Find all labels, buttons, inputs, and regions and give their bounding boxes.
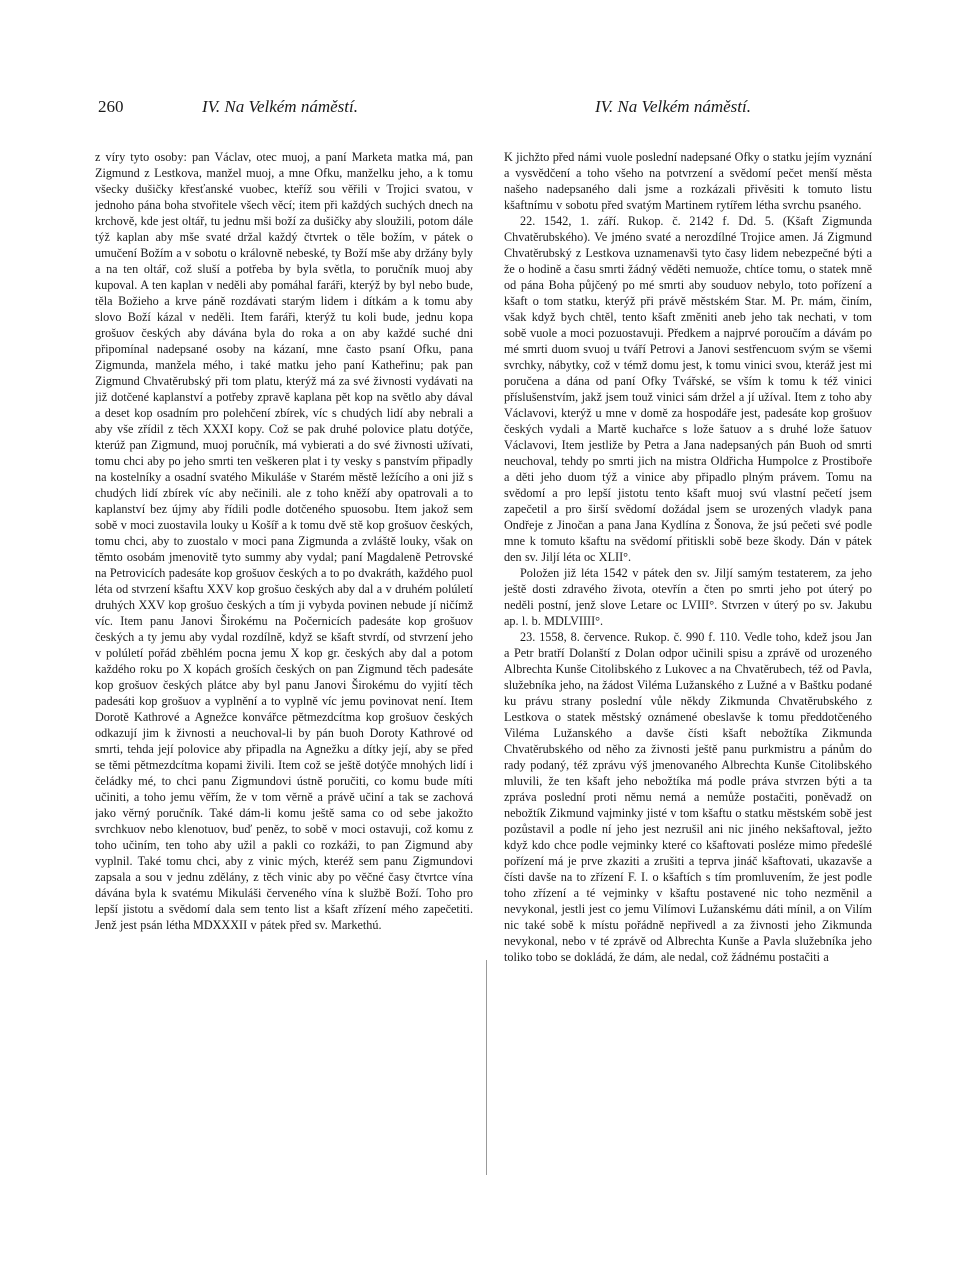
paragraph: K jichžto před námi vuole poslední nadepsané Ofky o statku jejím vyznání a vysvědčení a toho všeho na potvrzení a svědomí pečet menší města našeho nadepsaného dali jsme a rozkázali přivěsiti k tomuto listu kšaftnímu v sobotu před svatým Martinem rytířem létha svrchu psaného. [504, 150, 872, 212]
paragraph: z víry tyto osoby: pan Václav, otec muoj, a paní Marketa matka má, pan Zigmund z Lestkova, manžel muoj, a mne Ofku, manželku jeho, a k tomu všecky dušičky křesťanské vuobec, kteříž sou věřili v Trojici svatou, v jednoho pána boha stvořitele všech věcí; item při každých suchých dnech na krchově, kde jest oltář, tu jednu mši boží za dušičky aby sloužili, potom dále týž kaplan aby mše svaté držal každý čtvrtek o těle božím, v pátek o umučení Božím a v sobotu o královně nebeské, ty Boží mše aby držány byly a na ten oltář, což sluší a potřeba by byla světla, to poručník muoj aby kupoval. A ten kaplan v neděli aby pomáhal faráři, kterýž by byl nebo bude, těla Božieho a krve páně rozdávati starým lidem i dítkám a k tomu aby slovo Boží kázal v neděli. Item faráři, kterýž tu koli bude, jednu kopa grošuov českých aby dávána byla do roka a on aby každé suché dni připomínal nadepsané osoby na kázaní, mne často psaní Ofku, pana Zigmunda, manžela mého, i také matku jeho paní Katheřinu; pak pan Zigmund Chvatěrubský při tom platu, kterýž má za své živnosti vydávati na již dotčené kaplanství a potřeby zpravě kaplana pět kop na světlo aby dával a deset kop osadním pro polehčení zbírek, víc s chudých lidí aby nebrali a aby vše zřídil z těch XXXI kopy. Což se pak druhé polovice platu dotýče, kterúž pan Zigmund, muoj poručník, má vybierati a do své živnosti užívati, tomu chci aby po jeho smrti ten veškeren plat i ty vesky s panstvím připadly na kostelníky a osadní svatého Mikuláše v Starém městě ležícího a oni již s chudých lidí zbírek víc aby nečinili. ale z toho kněží aby opatrovali a to kaplanství bez újmy aby řídili podle dotčeného spuosobu. Item jakož sem sobě v moci zuostavila louky u Košíř a k tomu dvě stě kop grošuov českých, tomu chci, aby to zuostalo v moci pana Zigmunda a zvláště louky, však on těmto osobám jmenovitě tyto summy aby vydal; paní Magdaleně Petrovské na Petrovicích padesáte kop grošuov českých a to po dvakráth, každého puol léta od stvrzení kšaftu XXV kop grošuo českých aby dal a v druhém polúletí druhých XXV kop grošuo českých a tím ji vybyda povinen nebude jí ničímž víc. Item panu Janovi Širokému na Počernicích padesáte kop grošuov českých a ty jemu aby vydal rozdílně, když se kšaft stvrdí, od stvrzení jeho v polúletí pořád zběhlém pocna jemu X kop gr. českých aby dal a potom každého roku po X kopách groších českých on pan Zigmund těch padesáte kop grošuov českých plátce aby byl panu Janovi Širokému do vyjití těch padesáti kop grošuov a vyplnění a to vyplně víc jemu povinovat není. Item Dorotě Kathrové a Agnežce konvářce pětmezdcítma kop grošuov českých odkazují jim k živnosti a neuchoval-li by pán buoh Doroty Kathrové od smrti, tehda její polovice aby připadla na Agnežku a dítky její, aby se před se těmi pětmezdcítma kopami živili. Item což se ještě dotýče mnohých lidí i čeládky mé, to chci panu Zigmundovi ústně poručiti, co komu bude míti učiniti, a toho jemu věřím, že v tom věrně a právě učiní a tak se zachová jako věrný poručník. Také dám-li komu ještě sama co od sebe jakožto svrchkuov nebo klenotuov, buď peněz, to sobě v moci ostavuji, což komu z toho učiním, ten toho aby užil a pakli co rozkáži, to pan Zigmund aby vyplnil. Také tomu chci, aby z vinic mých, kteréž sem panu Zigmundovi zapsala a sou v jednu zdělány, z těch vinic aby po věčné časy čtvrtce vína dávána byla k svatému Mikuláši červeného vína k službě Boží. Toho pro lepší jistotu a svědomí dala sem tento list a kšaft zřízení mého zapečetiti. Jenž jest psán létha MDXXXII v pátek před sv. Markethú. [95, 150, 473, 932]
running-head-left: IV. Na Velkém náměstí. [202, 97, 358, 116]
paragraph: 23. 1558, 8. července. Rukop. č. 990 f. 110. Vedle toho, kdež jsou Jan a Petr bratří Dolanští z Dolan odpor učinili spisu a zprávě od urozeného Albrechta Kunše Citolibského z Lukovec a na Chvatěrubech, též od Pavla, služebníka jeho, na žádost Viléma Lužanského z Lužné a v Baštku podané ku právu strany poslední vůle někdy Zikmunda Chvatěrubského z Lestkova o statek městský oznámené obeslavše k tomu předdotčeného Viléma Lužanského a davše čísti kšaft nebožtíka Zikmunda Chvatěrubského od něho za živnosti ještě panu purkmistru a pánům do rady podaný, též zprávu výš jmenovaného Albrechta Kunše Citolibského mluvili, že ten kšaft jeho nebožtíka má podle práva stvrzen býti a ta zpráva poslední proti němu nemá a nemůže postačiti, poněvadž on nebožtík Zikmund vajminky jisté v tom kšaftu o statku městském sobě jest pozůstavil a podle ní jeho jest nezrušil ani nic jiného nekšaftoval, ježto když kdo chce podle vejminky které co kšaftovati posléze mimo předešlé pořízení má je prve zkaziti a zrušiti a teprva jináč kšaftovati, ukazavše a čísti davše na to zřízení F. I. o kšaftích s tím promluvením, že jest podle toho zřízení a té vejminky v kšaftu postavené nic toho nezměnil a nevykonal, jestli jest co jemu Vilímovi Lužanskému dáti mínil, a on Vilím nic také sobě k místu pořádně nepřivedl a za živnosti jeho Zikmunda nevykonal, nebo v té zprávě od Albrechta Kunše a Pavla služebníka jeho toliko tobo se dokládá, že dám, ale nedal, což žádnému postačiti a [504, 630, 872, 964]
page-header [92, 97, 870, 121]
paragraph: Položen již léta 1542 v pátek den sv. Jiljí samým testaterem, za jeho ještě dosti zdravého života, otevřín a čten po smrti jeho pot úterý po neděli postní, jenž slove Letare oc LVIII°. Stvrzen v úterý po sv. Jakubu ap. l. b. MDLVIIII°. [504, 566, 872, 628]
right-column [504, 149, 872, 1229]
left-column [95, 149, 473, 1229]
running-head-right: IV. Na Velkém náměstí. [595, 97, 751, 116]
column-divider [486, 960, 487, 1175]
page-number: 260 [98, 97, 124, 116]
paragraph: 22. 1542, 1. září. Rukop. č. 2142 f. Dd. 5. (Kšaft Zigmunda Chvatěrubského). Ve jméno svaté a nerozdílné Trojice amen. Já Zigmund Chvatěrubský z Lestkova uznamenavši tyto časy lidem nebezpečné býti a že o hodině a času smrti žádný věděti nemuože, chtíce tomu, o statek mně od pána Boha půjčený po mé smrti aby souduov nebylo, toto pořízení a kšaft o tom statku, kterýž při právě městském Star. M. Pr. mám, činím, však když bych chtěl, tento kšaft změniti aneb jeho tak nechati, v tom sobě vuole a moci pozuostavuji. Předkem a najprvé poroučím a dávám po mé smrti duom svuoj u tváří Petrovi a Janovi sestřencuom svým se všemi svrchky, nábytky, což v témž domu jest, k tomu vinici svou, kteráž jest mi poručena a dána od paní Ofky Tvářské, se vším k tomu k též vinici příslušenstvím, jakž jsem touž vinici sám držel a jí užíval. Item z toho aby Václavovi, kterýž u mne v domě za hospodáře jest, padesáte kop grošuov českých vydali a Martě kuchařce s lože šatuov a s druhé lože šatuov Václavovi, Item jestliže by Petra a Jana nadepsaných pán Buoh od smrti neuchoval, tehdy po smrti jich na mistra Oldřicha Humpolce z Prostiboře a děti jeho duom týž a vinice aby připadlo plným právem. Tomu na svědomí a pro lepší jistotu tento kšaft muoj svú vlastní pečetí jsem zapečetil a pro širší svědomí dožádal jsem se urozených vladyk pana Ondřeje z Jinočan a pana Jana Kydlína z Šonova, že jsú pečeti své podle mne k tomuto kšaftu na svědomí přitiskli sobě beze škody. Dán v pátek den sv. Jiljí léta oc XLII°. [504, 214, 872, 564]
